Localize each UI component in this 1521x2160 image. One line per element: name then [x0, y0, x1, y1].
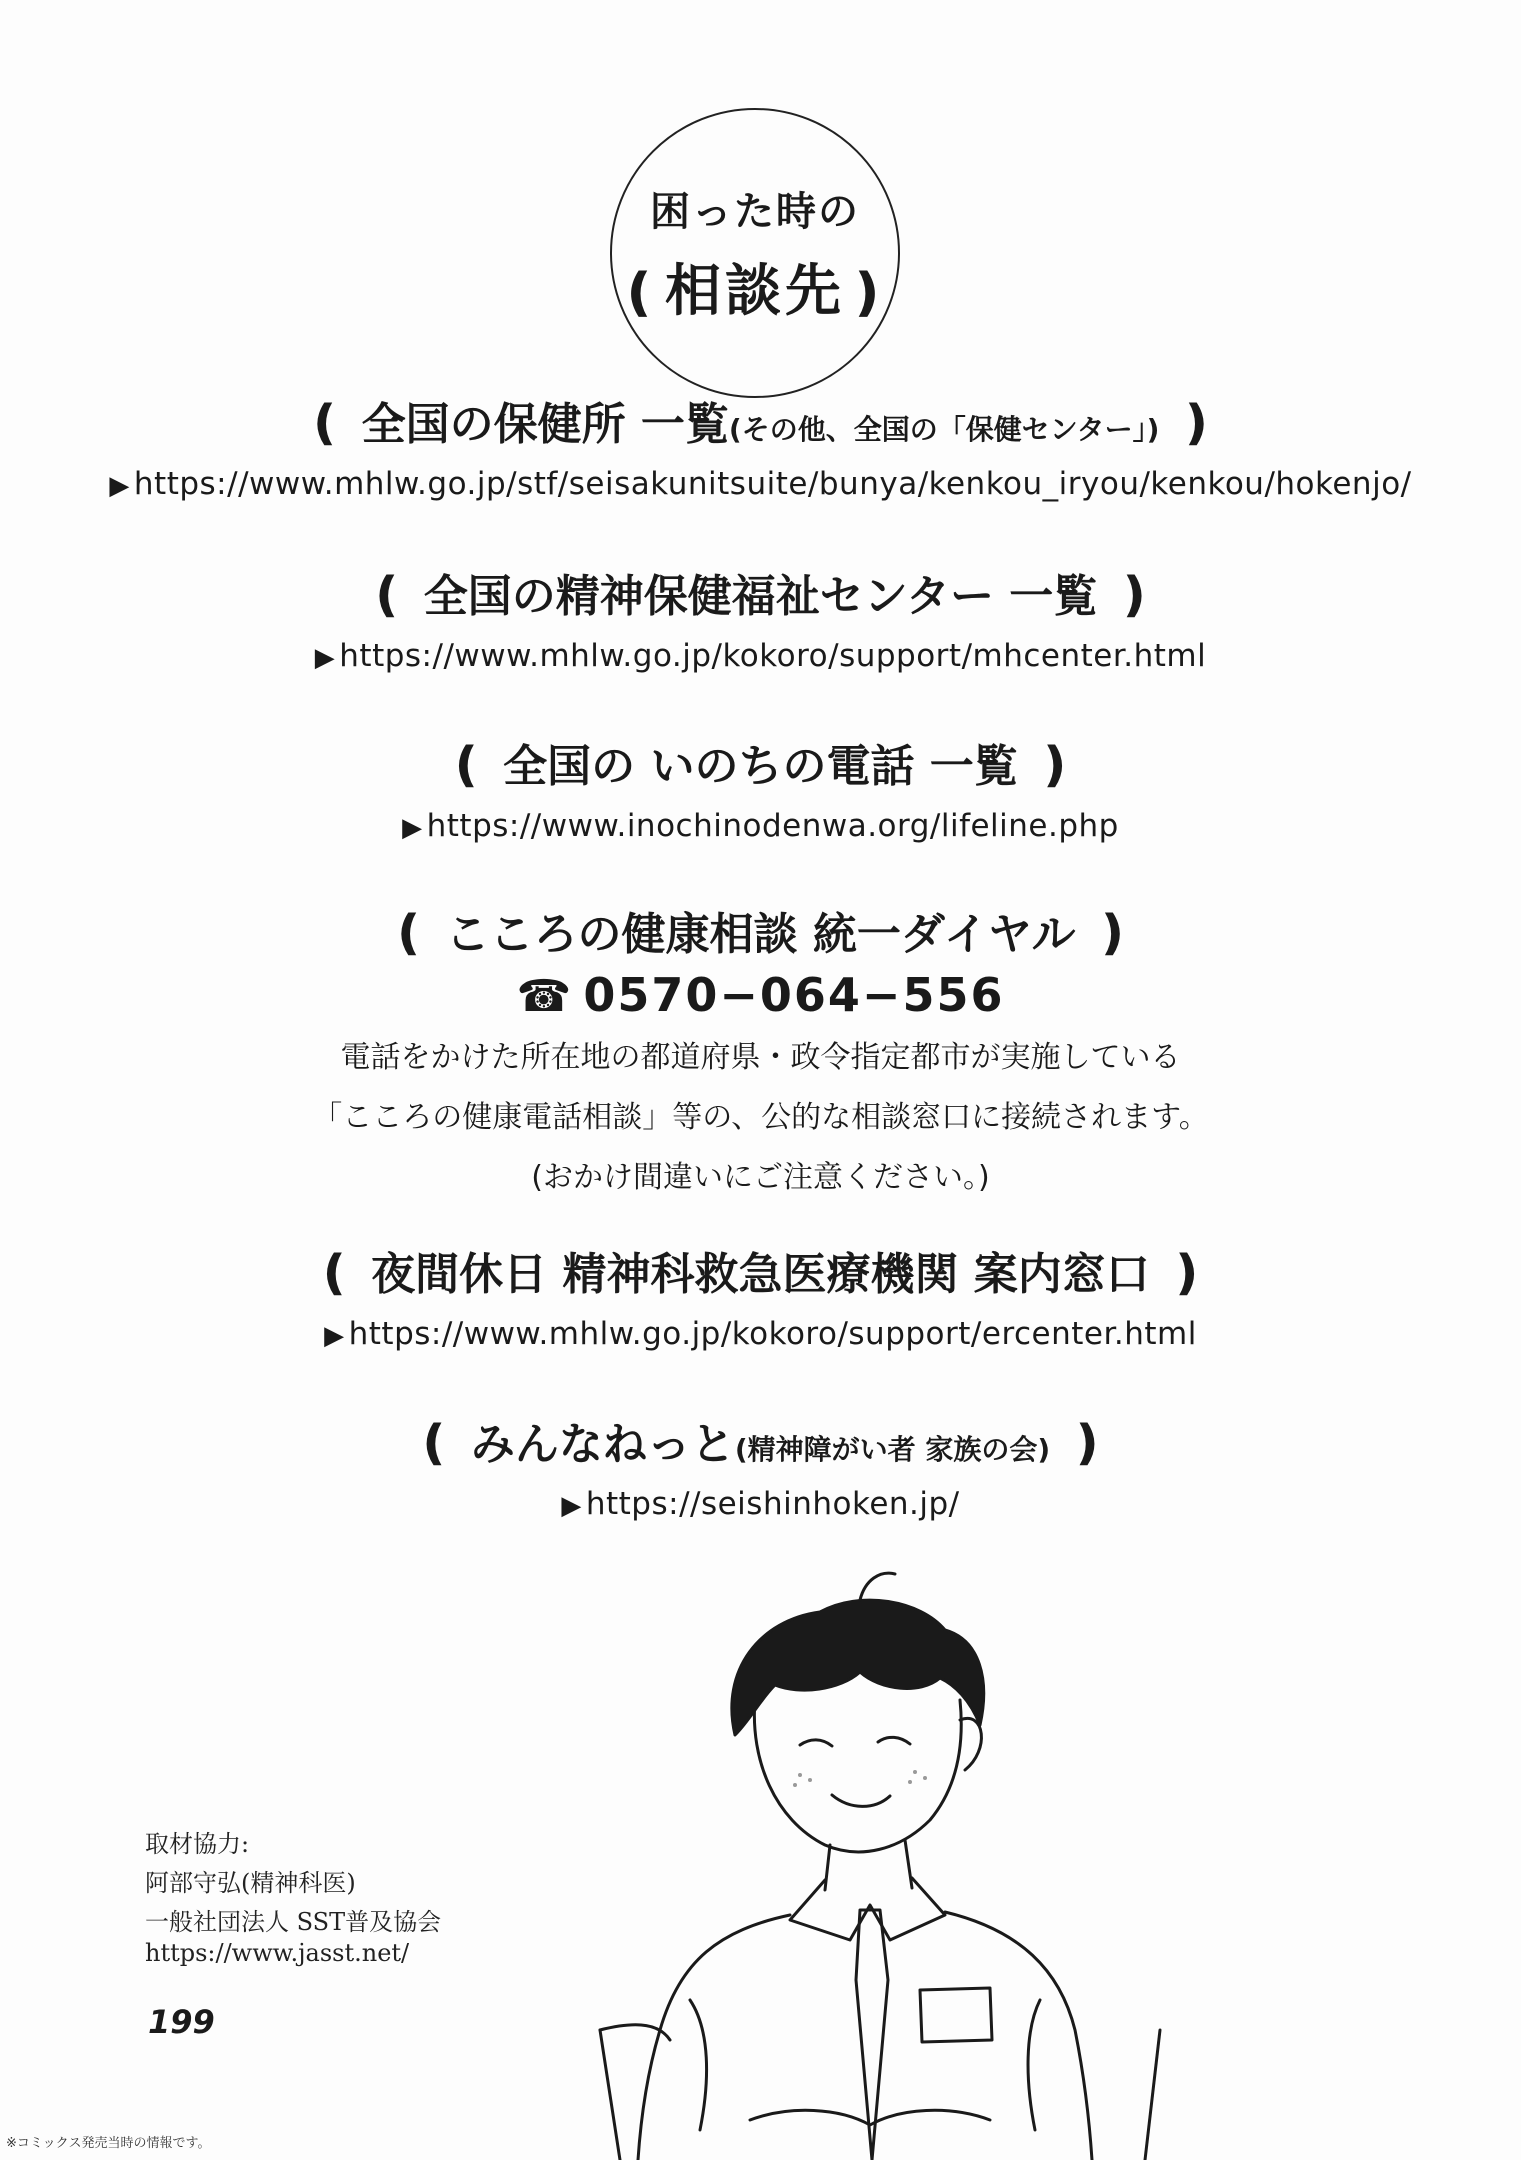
entry-mhcenter [0, 560, 1521, 674]
left-bracket-icon: ❪ [314, 1245, 372, 1301]
desc-line: 電話をかけた所在地の都道府県・政令指定都市が実施している [340, 1040, 1181, 1075]
phone-number[interactable] [0, 968, 1521, 1022]
desc-line: (おかけ間違いにご注意ください。) [531, 1160, 990, 1195]
entry-link[interactable] [0, 1316, 1521, 1352]
link-text[interactable]: https://www.mhlw.go.jp/kokoro/support/ercenter.html [348, 1316, 1197, 1352]
heading-text: 全国の精神保健福祉センター 一覧 [423, 571, 1098, 622]
entry-inochinodenwa [0, 730, 1521, 844]
link-text[interactable]: https://seishinhoken.jp/ [585, 1486, 960, 1522]
entry-link[interactable] [0, 638, 1521, 674]
play-arrow-icon: ▶ [402, 813, 423, 843]
entry-kokoro-dial [0, 898, 1521, 1208]
page-number: 199 [148, 2003, 215, 2041]
play-arrow-icon: ▶ [109, 471, 130, 501]
credits-line: 阿部守弘(精神科医) [145, 1869, 356, 1897]
play-arrow-icon: ▶ [561, 1491, 582, 1521]
man-illustration [560, 1560, 1280, 2160]
left-bracket-icon: ❪ [446, 737, 504, 793]
footnote: ※コミックス発売当時の情報です。 [6, 2136, 211, 2151]
left-bracket-icon: ❪ [366, 567, 424, 623]
link-text[interactable]: https://www.inochinodenwa.org/lifeline.php [426, 808, 1119, 844]
title-line2 [617, 247, 892, 327]
link-text[interactable]: https://www.mhlw.go.jp/stf/seisakunitsuite/bunya/kenkou_iryou/kenkou/hokenjo/ [133, 466, 1412, 502]
entry-heading [0, 898, 1521, 962]
title-line1: 困った時の [650, 188, 860, 235]
right-bracket-icon: ❫ [1050, 1415, 1108, 1471]
desc-line: 「こころの健康電話相談」等の、公的な相談窓口に接続されます。 [312, 1100, 1209, 1135]
entry-hokenjo [0, 388, 1521, 502]
left-bracket-icon: ❪ [304, 395, 362, 451]
entry-link[interactable] [0, 1486, 1521, 1522]
entry-ercenter [0, 1238, 1521, 1352]
heading-note: (精神障がい者 家族の会) [734, 1433, 1051, 1466]
telephone-icon: ☎ [516, 971, 574, 1022]
heading-text: 夜間休日 精神科救急医療機関 案内窓口 [371, 1249, 1150, 1300]
right-bracket-icon: ❫ [1017, 737, 1075, 793]
entry-heading [0, 1408, 1521, 1472]
credits-line: 一般社団法人 SST普及協会 [145, 1908, 442, 1936]
title-main: 相談先 [665, 258, 845, 324]
entry-heading [0, 388, 1521, 452]
entry-heading [0, 730, 1521, 794]
play-arrow-icon: ▶ [314, 643, 336, 673]
right-bracket-icon: ❫ [1159, 395, 1217, 451]
play-arrow-icon: ▶ [324, 1321, 345, 1351]
entry-link[interactable] [0, 808, 1521, 844]
credits [145, 1825, 441, 1973]
heading-text: 全国の保健所 一覧 [361, 399, 729, 450]
right-bracket-icon: ❫ [1149, 1245, 1207, 1301]
entry-heading [0, 560, 1521, 624]
heading-text: こころの健康相談 統一ダイヤル [445, 909, 1076, 960]
title-badge [610, 108, 900, 398]
credits-label: 取材協力: [145, 1830, 250, 1858]
entry-minnanet [0, 1408, 1521, 1522]
heading-text: みんなねっと [470, 1419, 735, 1470]
right-bracket-icon: ❫ [845, 262, 893, 323]
entry-heading [0, 1238, 1521, 1302]
right-bracket-icon: ❫ [1075, 905, 1133, 961]
credits-link[interactable]: https://www.jasst.net/ [145, 1939, 410, 1967]
heading-note: (その他、全国の「保健センター」) [728, 413, 1160, 446]
left-bracket-icon: ❪ [617, 262, 665, 323]
phone-text[interactable]: 0570−064−556 [583, 968, 1005, 1022]
link-text[interactable]: https://www.mhlw.go.jp/kokoro/support/mhcenter.html [339, 638, 1207, 674]
entry-link[interactable] [0, 466, 1521, 502]
heading-text: 全国の いのちの電話 一覧 [503, 741, 1018, 792]
left-bracket-icon: ❪ [388, 905, 446, 961]
entry-description [0, 1028, 1521, 1208]
right-bracket-icon: ❫ [1097, 567, 1155, 623]
left-bracket-icon: ❪ [413, 1415, 471, 1471]
